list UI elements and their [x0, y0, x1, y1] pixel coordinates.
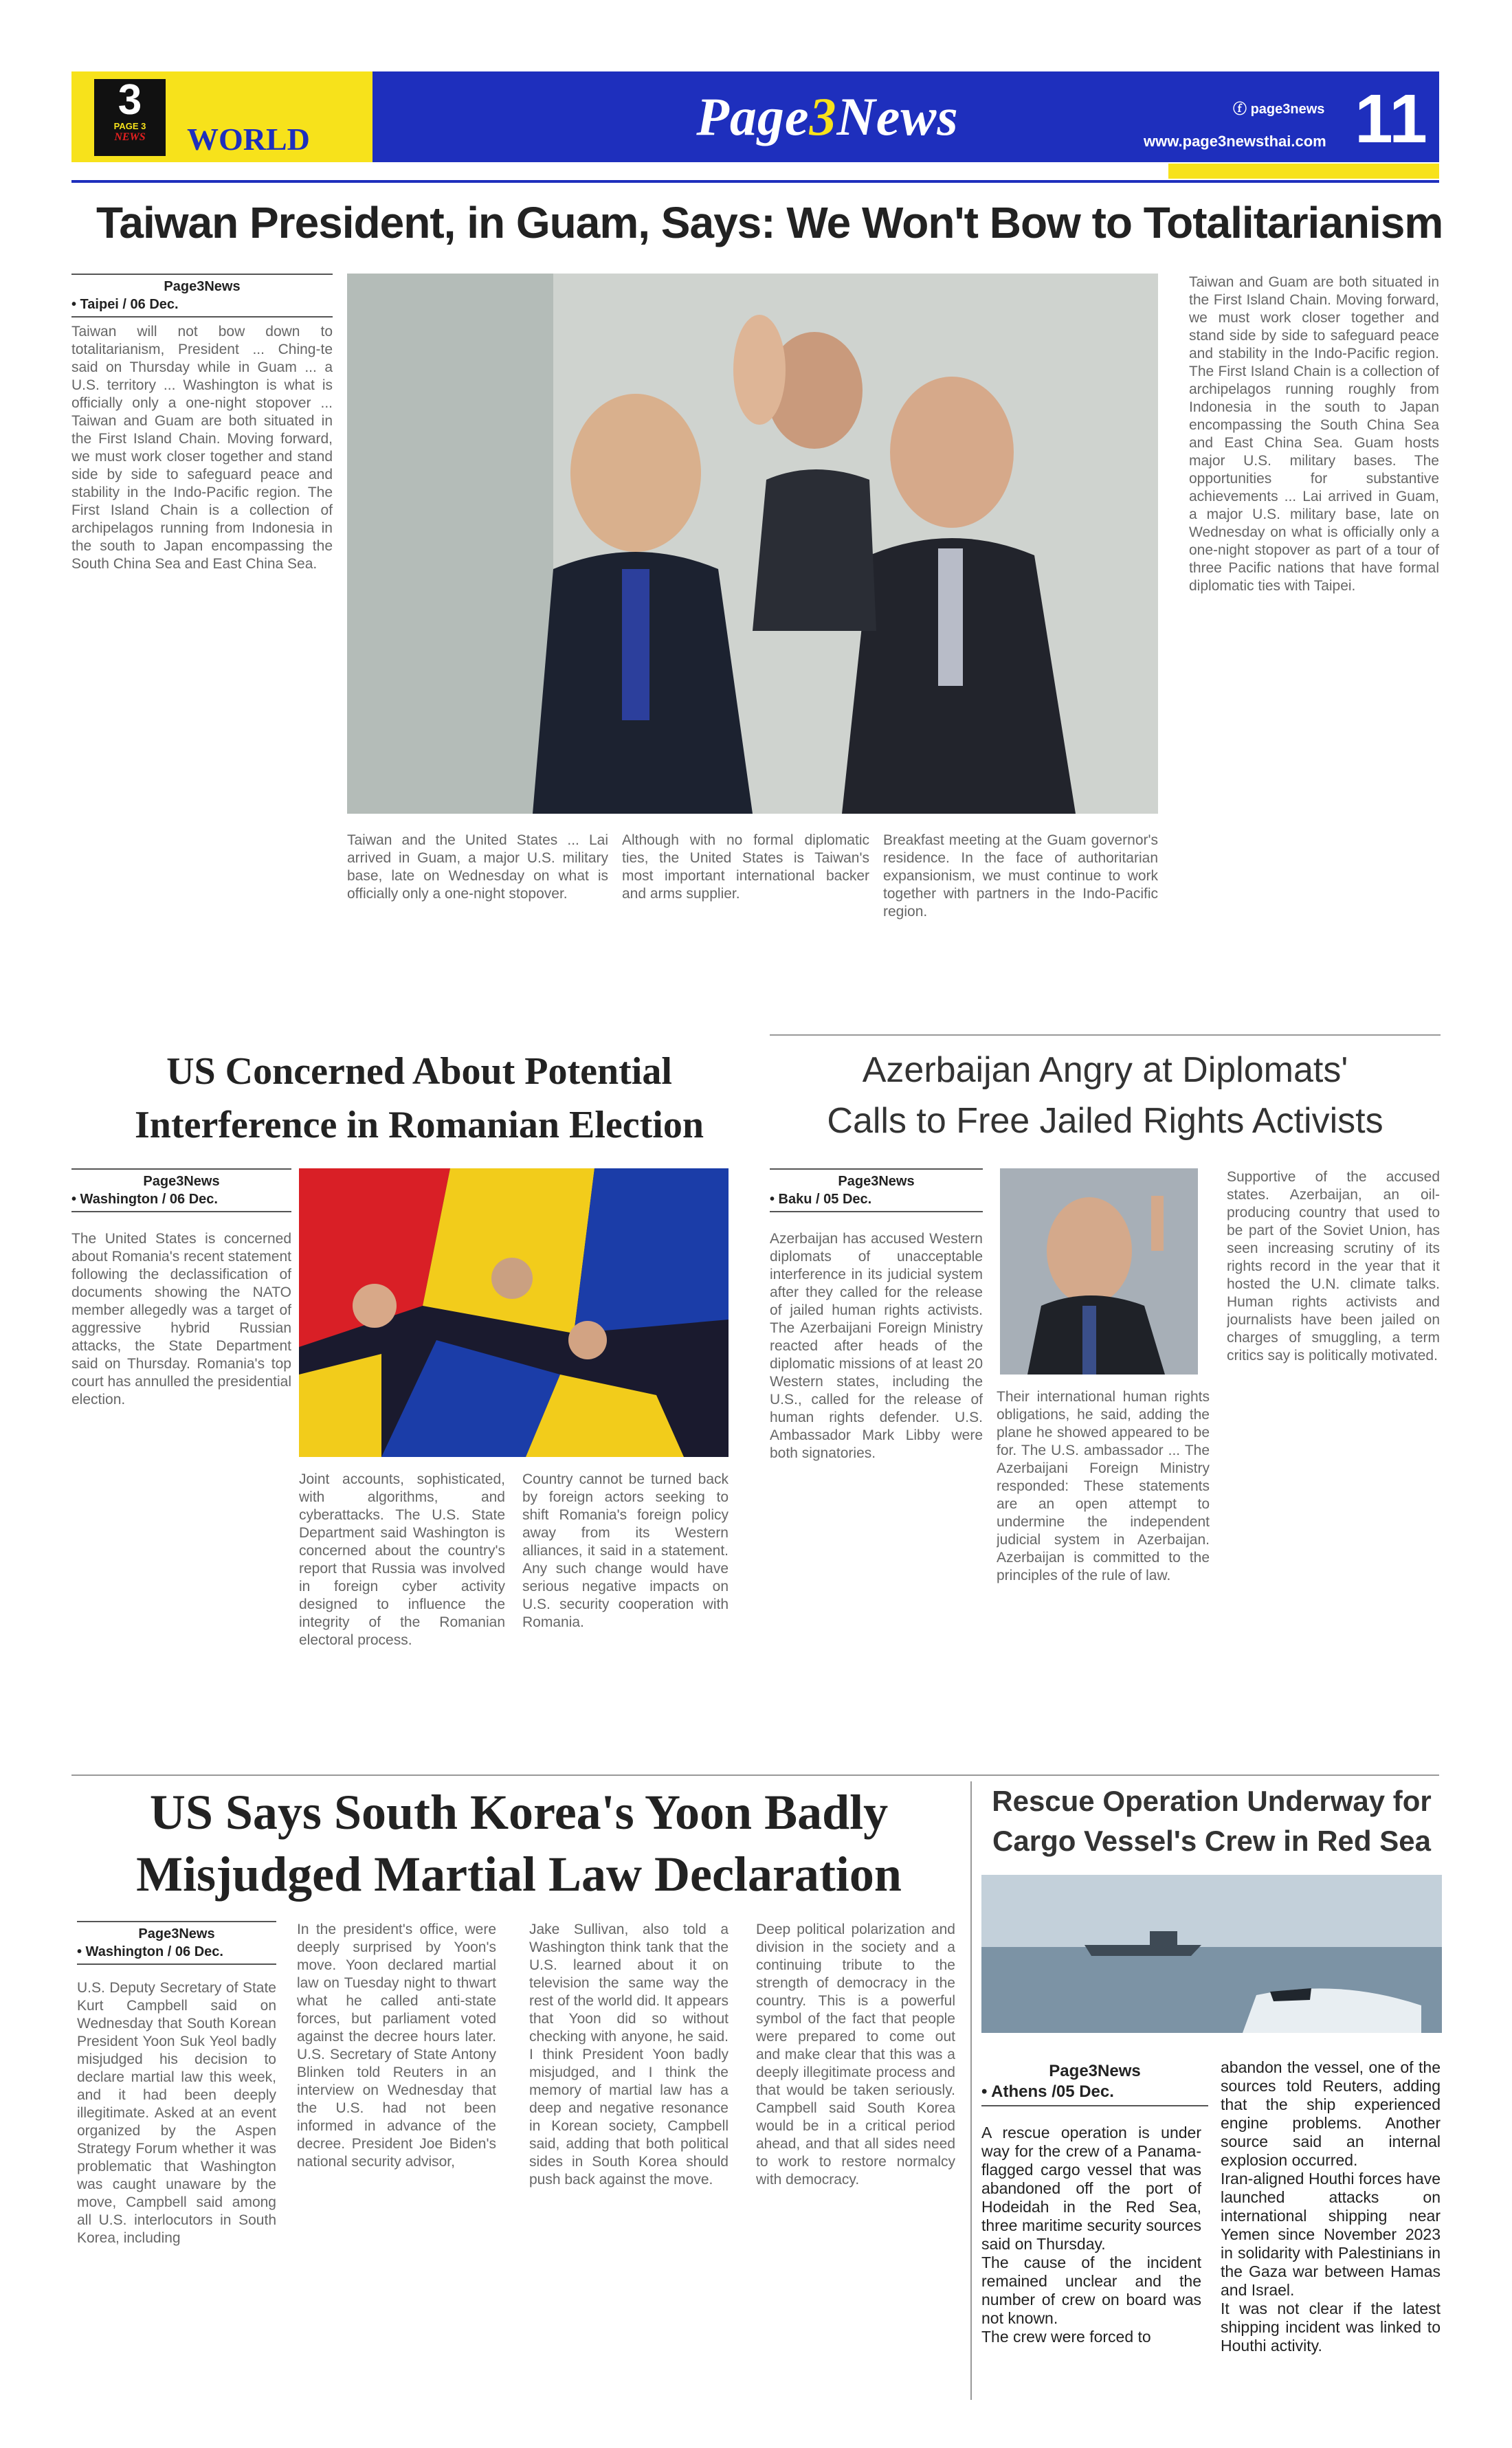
- redsea-column-2: abandon the vessel, one of the sources told Reuters, adding that the ship experienced engine problems. Another source said an internal explosion occurred. Iran-aligned Houthi forces have launched attacks on international shipping near Yemen since November 2023 in solidarity with Palestinians in the Gaza war between Hamas and Israel. It was not clear if the latest shipping incident was linked to Houthi activity.: [1221, 2058, 1441, 2355]
- redsea-column-1: A rescue operation is under way for the crew of a Panama-flagged cargo vessel that was abandoned off the port of Hodeidah in the Red Sea, three maritime security sources said on Thursday. The cause of the incident remained unclear and the number of crew on board was not known. The crew were forced to: [981, 2124, 1201, 2346]
- romania-photo-illustration: [299, 1168, 729, 1457]
- website-url: www.page3newsthai.com: [1144, 133, 1326, 150]
- page-number: 11: [1355, 80, 1427, 157]
- taiwan-column-right: Taiwan and Guam are both situated in the First Island Chain. Moving forward, we must work closer together and stand side by side to safeguard peace and stability in the Indo-Pacific region. The First Island Chain is a collection of archipelagos running roughly from Indonesia in the south to Japan encompassing the South China Sea and East China Sea. Guam hosts major U.S. military bases. The opportunities for substantive achievements ... Lai arrived in Guam, a major U.S. military base, late on Wednesday on what is officially only a one-night stopover as part of a tour of three Pacific nations that have formal diplomatic ties with Taipei.: [1189, 274, 1439, 594]
- korea-column-1: U.S. Deputy Secretary of State Kurt Campbell said on Wednesday that South Korean President Yoon Suk Yeol badly misjudged his decision to declare martial law this week, and it had been deeply illegitimate. Asked at an event organized by the Aspen Strategy Forum whether it was problematic that Washington was caught unaware by the move, Campbell said among all U.S. interlocutors in South Korea, including: [77, 1980, 276, 2246]
- aliyev-photo: [1000, 1168, 1198, 1375]
- divider-rule: [770, 1034, 1441, 1036]
- taiwan-byline: Page3News • Taipei / 06 Dec.: [71, 274, 333, 318]
- logo-news: NEWS: [114, 131, 146, 143]
- page3-logo: [92, 77, 168, 158]
- facebook-handle: ⓕ page3news: [1233, 102, 1325, 117]
- header-rule: [71, 180, 1439, 183]
- taiwan-column-mid-3: Breakfast meeting at the Guam governor's residence. In the face of authoritarian expansionism, we must continue to work together with partners in the Indo-Pacific region.: [883, 832, 1158, 920]
- taiwan-headline: Taiwan President, in Guam, Says: We Won't Bow to Totalitarianism: [96, 198, 1443, 247]
- dateline-strip: [1168, 164, 1439, 179]
- romania-column-1: The United States is concerned about Romania's recent statement following the declassification of documents showing the NATO member allegedly was a target of aggressive hybrid Russian attacks, the State Department said on Thursday. Romania's top court has annulled the presidential election.: [71, 1231, 291, 1407]
- divider-rule: [970, 1781, 972, 2400]
- taiwan-column-1: Taiwan will not bow down to totalitarianism, President ... Ching-te said on Thursday while in Guam ... a U.S. territory ... Washington is what is officially only a one-night stopover ... Taiwan and Guam are both situated in the First Island Chain. Moving forward, we must work closer together and stand side by side to safeguard peace and stability in the Indo-Pacific region. The First Island Chain is a collection of archipelagos running from Indonesia in the south to Japan encompassing the South China Sea and East China Sea.: [71, 324, 333, 572]
- romania-byline: Page3News • Washington / 06 Dec.: [71, 1168, 291, 1212]
- romania-headline: US Concerned About Potential Interference in Romanian Election: [135, 1050, 704, 1146]
- logo-sub: PAGE 3: [113, 121, 146, 131]
- korea-column-3: Jake Sullivan, also told a Washington think tank that the U.S. learned about it on television the same way the rest of the world did. It appears that Yoon did so without checking with anyone, he said. I think President Yoon badly misjudged, and I think the memory of martial law has a deep and negative resonance in Korean society, Campbell said, adding that both political sides in South Korea should push back against the move.: [529, 1922, 729, 2188]
- korea-column-2: In the president's office, were deeply surprised by Yoon's move. Yoon declared martial law on Tuesday night to thwart what he called anti-state forces, but parliament voted against the decree hours later. U.S. Secretary of State Antony Blinken told Reuters in an interview on Wednesday that the U.S. had not been informed in advance of the decree. President Joe Biden's national security advisor,: [297, 1922, 496, 2170]
- taiwan-president-photo: [347, 274, 1158, 814]
- divider-rule: [71, 1774, 1439, 1776]
- romania-column-2: Joint accounts, sophisticated, with algorithms, and cyberattacks. The U.S. State Department said Washington is concerned about the country's report that Russia was involved in foreign cyber activity designed to influence the integrity of the Romanian electoral process.: [299, 1471, 505, 1648]
- azerbaijan-column-1: Azerbaijan has accused Western diplomats of unacceptable interference in its judicial system after they called for the release of jailed human rights activists. The Azerbaijani Foreign Ministry reacted after heads of the diplomatic missions of at least 20 Western states, including the U.S., called for the release of human rights defender. U.S. Ambassador Mark Libby were both signatories.: [770, 1231, 983, 1461]
- taiwan-column-mid-1: Taiwan and the United States ... Lai arrived in Guam, a major U.S. military base, late on Wednesday on what is officially only a one-night stopover.: [347, 832, 608, 902]
- taiwan-column-mid-2: Although with no formal diplomatic ties, the United States is Taiwan's most important international backer and arms supplier.: [622, 832, 869, 902]
- section-label: WORLD: [187, 122, 310, 157]
- romania-column-3: Country cannot be turned back by foreign actors seeking to shift Romania's foreign policy away from its Western alliances, it said in a statement. Any such change would have serious negative impacts on U.S. security cooperation with Romania.: [522, 1471, 729, 1630]
- azerbaijan-column-3: Supportive of the accused states. Azerbaijan, an oil-producing country that used to be part of the Soviet Union, has seen increasing scrutiny of its rights record in the year that it hosted the U.N. climate talks. Human rights activists and journalists have been jailed on charges of smuggling, a term critics say is politically motivated.: [1227, 1169, 1440, 1364]
- aliyev-photo-illustration: [1000, 1168, 1198, 1375]
- redsea-byline: Page3News • Athens /05 Dec.: [981, 2058, 1208, 2106]
- masthead-bar: [71, 71, 1439, 162]
- azerbaijan-headline: Azerbaijan Angry at Diplomats' Calls to Free Jailed Rights Activists: [827, 1050, 1383, 1141]
- masthead-title: Page3News: [696, 87, 959, 146]
- korea-byline: Page3News • Washington / 06 Dec.: [77, 1921, 276, 1965]
- azerbaijan-byline: Page3News • Baku / 05 Dec.: [770, 1168, 983, 1212]
- redsea-headline: Rescue Operation Underway for Cargo Vessel's Crew in Red Sea: [992, 1785, 1432, 1857]
- cargo-vessel-photo: [981, 1875, 1442, 2033]
- taiwan-photo-illustration: [347, 274, 1158, 814]
- romania-flag-photo: [299, 1168, 729, 1457]
- azerbaijan-column-2: Their international human rights obligations, he said, adding the plane he showed appeared to be for. The U.S. ambassador ... The Azerbaijani Foreign Ministry responded: These statements are an open attempt to undermine the independent judicial system in Azerbaijan. Azerbaijan is committed to the principles of the rule of law.: [997, 1389, 1210, 1583]
- logo-number: 3: [118, 76, 142, 124]
- sea-photo-illustration: [981, 1875, 1442, 2033]
- korea-column-4: Deep political polarization and division in the society and a continuing tribute to the strength of democracy in the country. This is a powerful symbol of the fact that people were prepared to come out and make clear that this was a deeply illegitimate process and that would be taken seriously. Campbell said South Korea would be in a critical period ahead, and that all sides need to work to restore normalcy with democracy.: [756, 1922, 955, 2188]
- facebook-icon: ⓕ: [1233, 102, 1251, 117]
- korea-headline: US Says South Korea's Yoon Badly Misjudged Martial Law Declaration: [136, 1785, 902, 1902]
